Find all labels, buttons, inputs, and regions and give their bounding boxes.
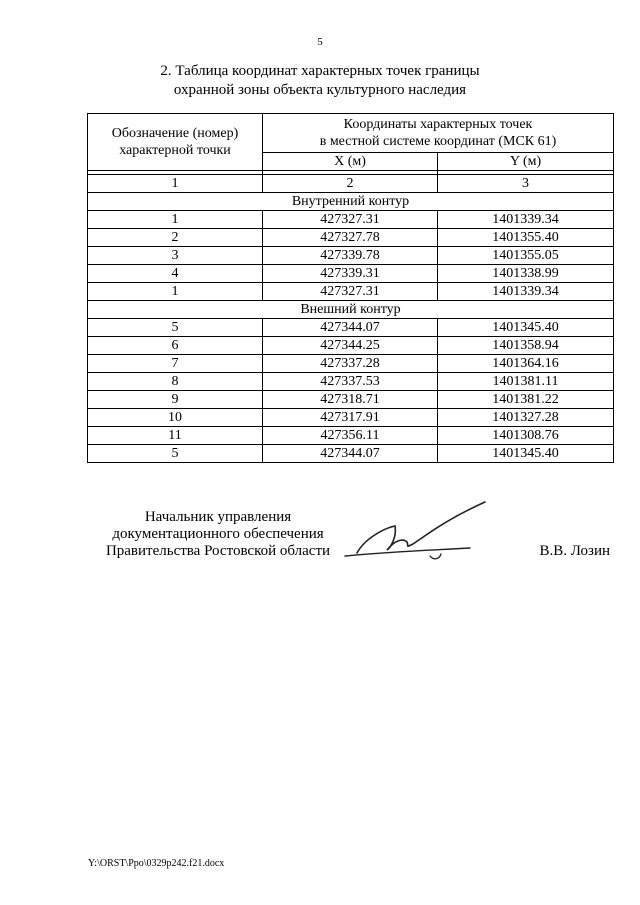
table-title bbox=[0, 62, 640, 100]
y-coordinate-cell: 1401381.11 bbox=[438, 373, 614, 391]
section-title-row bbox=[88, 193, 614, 211]
y-coordinate-cell: 1401358.94 bbox=[438, 337, 614, 355]
page-number: 5 bbox=[317, 36, 323, 48]
x-coordinate-cell: 427327.31 bbox=[263, 211, 438, 229]
point-number-cell: 11 bbox=[88, 427, 263, 445]
table-row bbox=[88, 337, 614, 355]
signatory-name: В.В. Лозин bbox=[539, 543, 610, 559]
table-title-line-2: охранной зоны объекта культурного наследия bbox=[173, 82, 467, 98]
table-row bbox=[88, 445, 614, 463]
y-coordinate-cell: 1401345.40 bbox=[438, 445, 614, 463]
point-number-cell: 5 bbox=[88, 319, 263, 337]
point-number-cell: 9 bbox=[88, 391, 263, 409]
section-title: Внутренний контур bbox=[88, 193, 614, 211]
point-number-cell: 3 bbox=[88, 247, 263, 265]
header-row-1 bbox=[88, 114, 614, 153]
header-coordinates-line-1: Координаты характерных точек bbox=[343, 117, 533, 132]
y-coordinate-cell: 1401308.76 bbox=[438, 427, 614, 445]
signatory-position-line-2: документационного обеспечения bbox=[112, 526, 324, 542]
section-title: Внешний контур bbox=[88, 301, 614, 319]
y-coordinate-cell: 1401339.34 bbox=[438, 211, 614, 229]
x-coordinate-cell: 427339.31 bbox=[263, 265, 438, 283]
table-row bbox=[88, 229, 614, 247]
y-coordinate-cell: 1401364.16 bbox=[438, 355, 614, 373]
y-coordinate-cell: 1401381.22 bbox=[438, 391, 614, 409]
header-x: X (м) bbox=[263, 153, 438, 171]
table-title-line-1: 2. Таблица координат характерных точек границы bbox=[160, 63, 480, 79]
y-coordinate-cell: 1401339.34 bbox=[438, 283, 614, 301]
x-coordinate-cell: 427339.78 bbox=[263, 247, 438, 265]
header-designation-line-1: Обозначение (номер) bbox=[111, 126, 239, 141]
x-coordinate-cell: 427356.11 bbox=[263, 427, 438, 445]
table-row bbox=[88, 211, 614, 229]
table-row bbox=[88, 391, 614, 409]
signatory-position-line-3: Правительства Ростовской области bbox=[105, 543, 331, 559]
point-number-cell: 2 bbox=[88, 229, 263, 247]
y-coordinate-cell: 1401355.40 bbox=[438, 229, 614, 247]
file-path-footer: Y:\ORST\Ppo\0329p242.f21.docx bbox=[88, 858, 225, 869]
table-row bbox=[88, 247, 614, 265]
y-coordinate-cell: 1401338.99 bbox=[438, 265, 614, 283]
header-designation bbox=[88, 114, 263, 171]
point-number-cell: 1 bbox=[88, 211, 263, 229]
header-y: Y (м) bbox=[438, 153, 614, 171]
handwritten-signature bbox=[335, 498, 495, 568]
table-row bbox=[88, 409, 614, 427]
column-number-row bbox=[88, 175, 614, 193]
coordinates-table bbox=[87, 113, 614, 463]
x-coordinate-cell: 427344.07 bbox=[263, 319, 438, 337]
table-row bbox=[88, 319, 614, 337]
column-number-2: 2 bbox=[263, 175, 438, 193]
section-title-row bbox=[88, 301, 614, 319]
header-coordinates bbox=[263, 114, 614, 153]
header-designation-line-2: характерной точки bbox=[119, 143, 231, 158]
table-row bbox=[88, 283, 614, 301]
x-coordinate-cell: 427327.31 bbox=[263, 283, 438, 301]
point-number-cell: 5 bbox=[88, 445, 263, 463]
x-coordinate-cell: 427317.91 bbox=[263, 409, 438, 427]
y-coordinate-cell: 1401327.28 bbox=[438, 409, 614, 427]
y-coordinate-cell: 1401355.05 bbox=[438, 247, 614, 265]
x-coordinate-cell: 427337.28 bbox=[263, 355, 438, 373]
x-coordinate-cell: 427344.25 bbox=[263, 337, 438, 355]
x-coordinate-cell: 427318.71 bbox=[263, 391, 438, 409]
table-row bbox=[88, 265, 614, 283]
header-coordinates-line-2: в местной системе координат (МСК 61) bbox=[319, 134, 557, 149]
signatory-position-line-1: Начальник управления bbox=[144, 509, 292, 525]
point-number-cell: 7 bbox=[88, 355, 263, 373]
signatory-position bbox=[88, 509, 348, 560]
column-number-1: 1 bbox=[88, 175, 263, 193]
point-number-cell: 6 bbox=[88, 337, 263, 355]
x-coordinate-cell: 427337.53 bbox=[263, 373, 438, 391]
table-row bbox=[88, 373, 614, 391]
column-number-3: 3 bbox=[438, 175, 614, 193]
x-coordinate-cell: 427327.78 bbox=[263, 229, 438, 247]
table-row bbox=[88, 427, 614, 445]
x-coordinate-cell: 427344.07 bbox=[263, 445, 438, 463]
point-number-cell: 8 bbox=[88, 373, 263, 391]
table-row bbox=[88, 355, 614, 373]
point-number-cell: 1 bbox=[88, 283, 263, 301]
y-coordinate-cell: 1401345.40 bbox=[438, 319, 614, 337]
point-number-cell: 4 bbox=[88, 265, 263, 283]
point-number-cell: 10 bbox=[88, 409, 263, 427]
